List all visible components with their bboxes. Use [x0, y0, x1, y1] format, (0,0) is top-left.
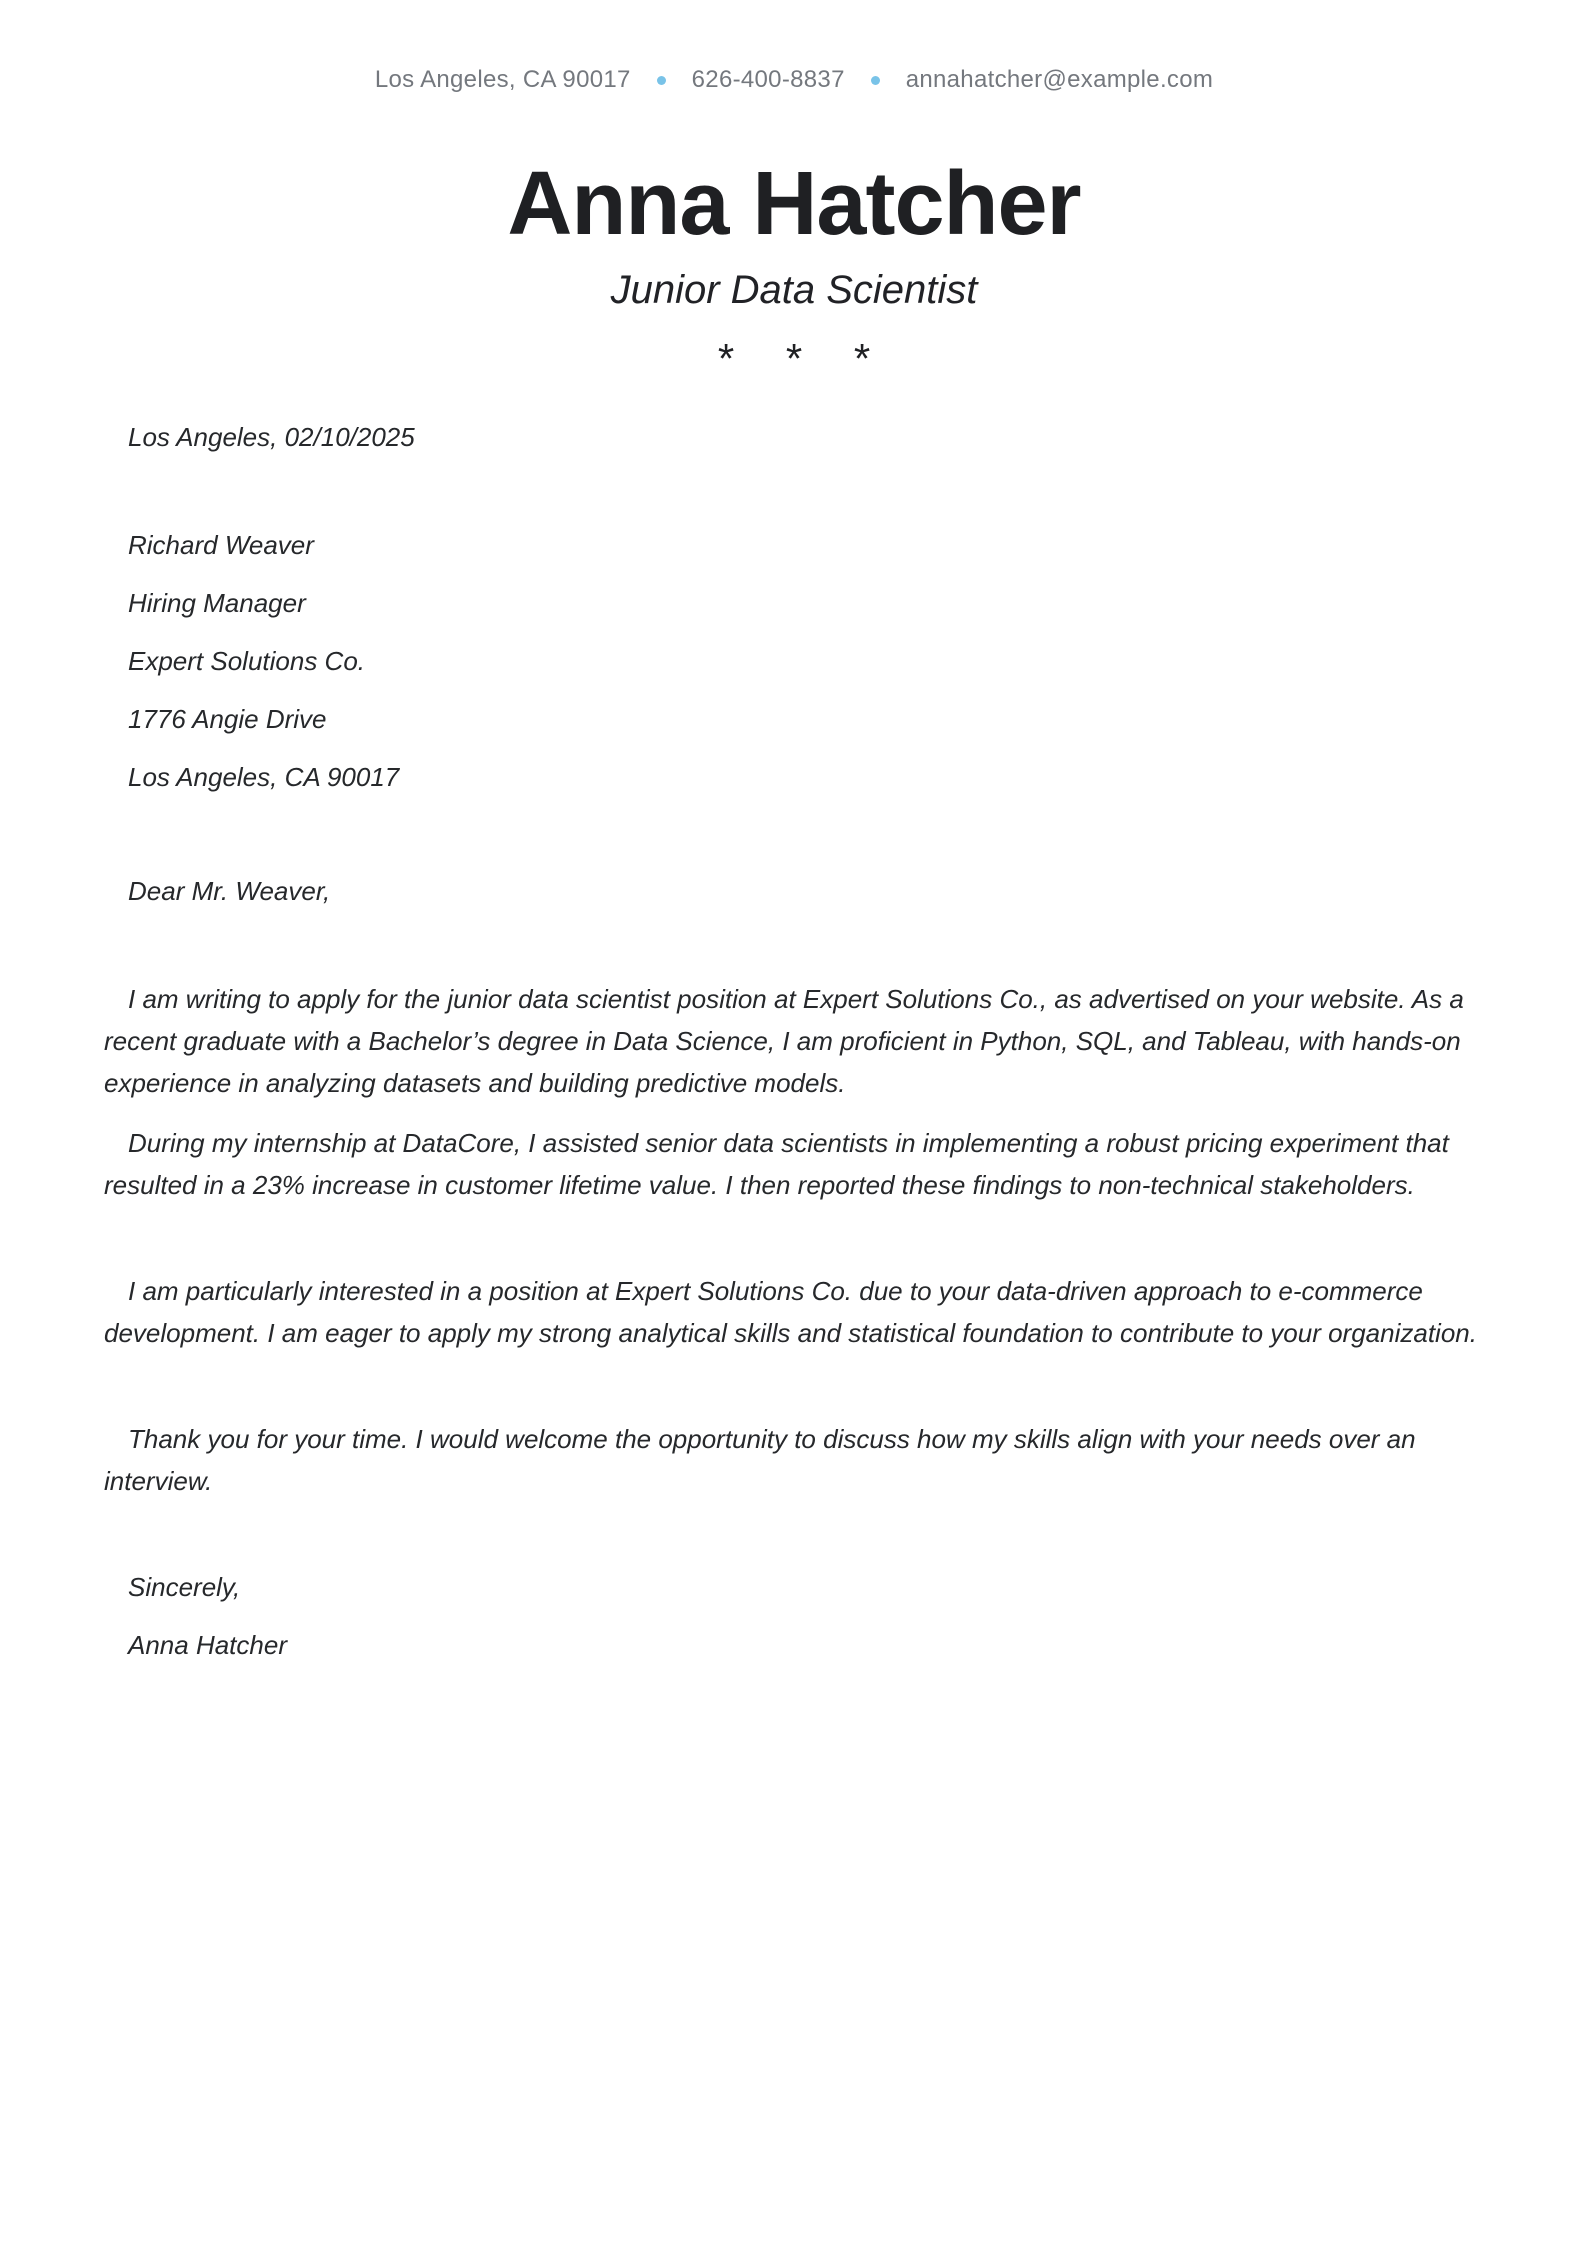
body-paragraph: During my internship at DataCore, I assisted senior data scientists in implementing a robust pricing experiment that resulted in a 23% increase in customer lifetime value. I then reported these findings to non-technical stakeholders. — [104, 1128, 1449, 1200]
dot-separator-icon — [871, 76, 880, 85]
salutation: Dear Mr. Weaver, — [128, 876, 331, 906]
contact-location: Los Angeles, CA 90017 — [374, 66, 631, 93]
letter-body — [104, 416, 1484, 1666]
recipient-name: Richard Weaver — [128, 530, 314, 560]
body-paragraph: Thank you for your time. I would welcome the opportunity to discuss how my skills align with your needs over an interview. — [104, 1424, 1416, 1496]
recipient-block — [104, 524, 1484, 798]
dot-separator-icon — [657, 76, 666, 85]
job-title-subtitle: Junior Data Scientist — [610, 268, 978, 312]
candidate-name-heading: Anna Hatcher — [507, 154, 1081, 254]
recipient-role: Hiring Manager — [128, 588, 306, 618]
recipient-company: Expert Solutions Co. — [128, 646, 366, 676]
recipient-street: 1776 Angie Drive — [128, 704, 327, 734]
body-paragraph: I am particularly interested in a position at Expert Solutions Co. due to your data-driven approach to e-commerce development. I am eager to apply my strong analytical skills and statistical foundation to contribute to your organization. — [104, 1276, 1477, 1348]
recipient-city: Los Angeles, CA 90017 — [128, 762, 400, 792]
contact-phone: 626-400-8837 — [691, 66, 845, 93]
date-line: Los Angeles, 02/10/2025 — [128, 422, 415, 452]
contact-header — [0, 0, 1588, 94]
body-paragraph: I am writing to apply for the junior data scientist position at Expert Solutions Co., as advertised on your website. As a recent graduate with a Bachelor’s degree in Data Science, I am proficient in Python, SQL, and Tableau, with hands-on experience in analyzing datasets and building predictive models. — [104, 984, 1464, 1098]
contact-email: annahatcher@example.com — [905, 66, 1214, 93]
signature: Anna Hatcher — [128, 1630, 287, 1660]
closing: Sincerely, — [128, 1572, 241, 1602]
divider-stars: * * * — [717, 335, 891, 382]
